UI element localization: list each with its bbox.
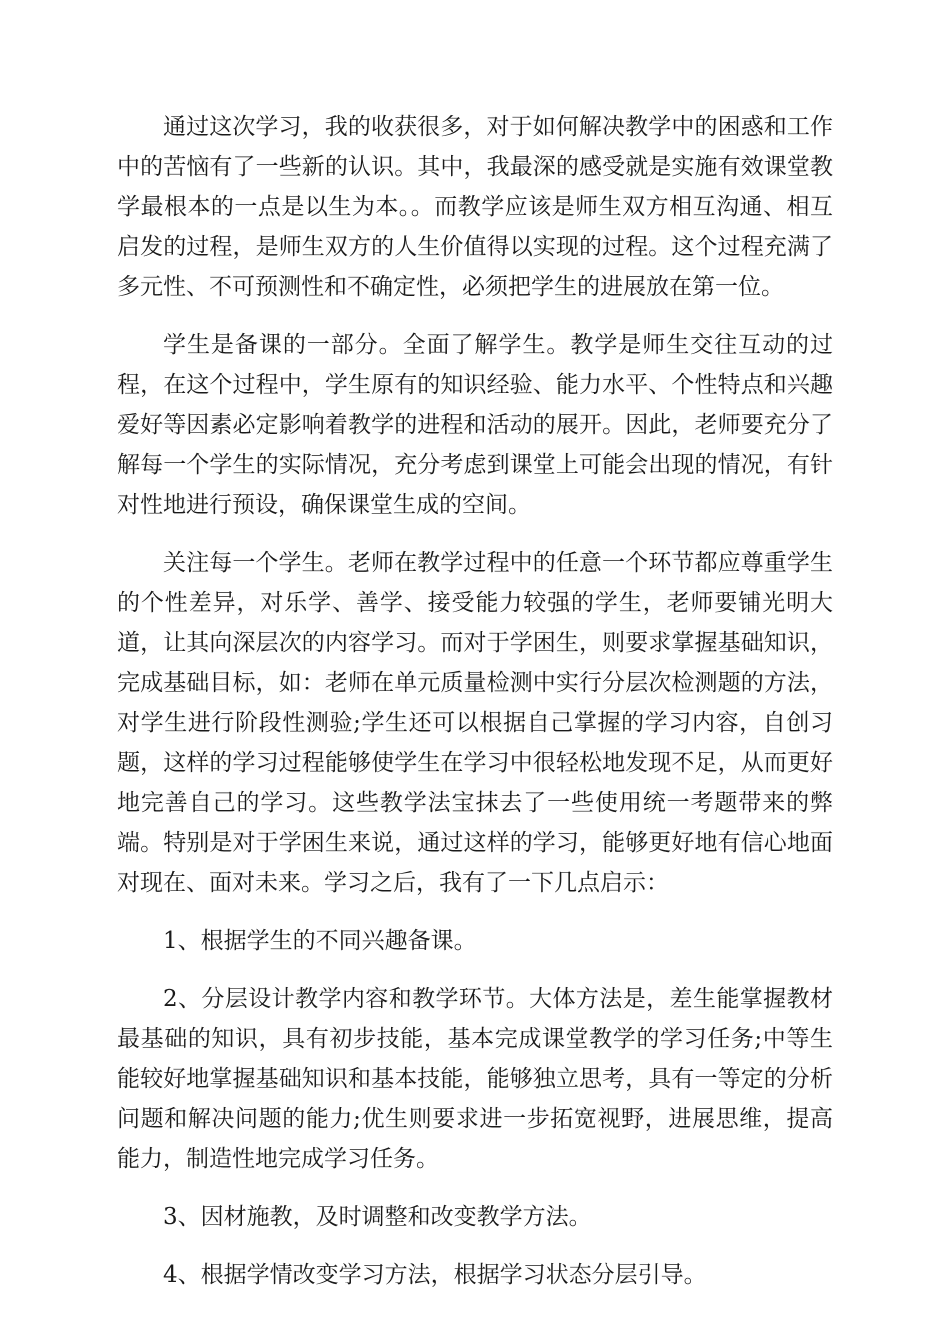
list-item-1: 1、根据学生的不同兴趣备课。 <box>163 928 477 954</box>
list-item-4: 4、根据学情改变学习方法，根据学习状态分层引导。 <box>163 1262 707 1288</box>
paragraph-every-student: 关注每一个学生。老师在教学过程中的任意一个环节都应尊重学生的个性差异，对乐学、善学、接受能力较强的学生，老师要铺光明大道，让其向深层次的内容学习。而对于学困生，则要求掌握基础知识，完成基础目标，如：老师在单元质量检测中实行分层次检测题的方法，对学生进行阶段性测验;学生还可以根据自己掌握的学习内容，自创习题，这样的学习过程能够使学生在学习中很轻松地发现不足，从而更好地完善自己的学习。这些教学法宝抹去了一些使用统一考题带来的弊端。特别是对于学困生来说，通过这样的学习，能够更好地有信心地面对现在、面对未来。学习之后，我有了一下几点启示： <box>117 550 833 896</box>
document-page <box>117 107 833 1295</box>
paragraph-intro: 通过这次学习，我的收获很多，对于如何解决教学中的困惑和工作中的苦恼有了一些新的认识。其中，我最深的感受就是实施有效课堂教学最根本的一点是以生为本。。而教学应该是师生双方相互沟通、相互启发的过程，是师生双方的人生价值得以实现的过程。这个过程充满了多元性、不可预测性和不确定性，必须把学生的进展放在第一位。 <box>117 114 833 300</box>
list-item-3: 3、因材施教，及时调整和改变教学方法。 <box>163 1204 592 1230</box>
paragraph-understand-students: 学生是备课的一部分。全面了解学生。教学是师生交往互动的过程，在这个过程中，学生原有的知识经验、能力水平、个性特点和兴趣爱好等因素必定影响着教学的进程和活动的展开。因此，老师要充分了解每一个学生的实际情况，充分考虑到课堂上可能会出现的情况，有针对性地进行预设，确保课堂生成的空间。 <box>117 332 833 518</box>
list-item-2: 2、分层设计教学内容和教学环节。大体方法是，差生能掌握教材最基础的知识，具有初步技能，基本完成课堂教学的学习任务;中等生能较好地掌握基础知识和基本技能，能够独立思考，具有一等定的分析问题和解决问题的能力;优生则要求进一步拓宽视野，进展思维，提高能力，制造性地完成学习任务。 <box>117 986 833 1172</box>
